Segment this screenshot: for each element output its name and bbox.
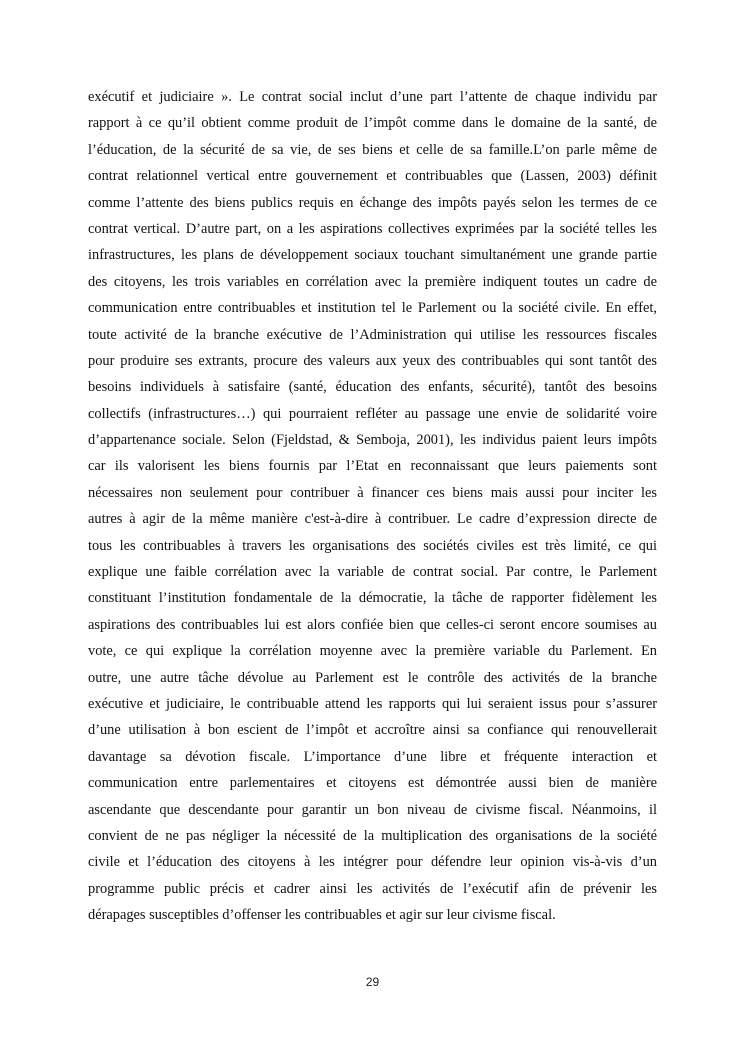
text-line: explique une faible corrélation avec la variable de contrat social. Par contre, le Parlement (88, 564, 657, 581)
text-line: contrat relationnel vertical entre gouvernement et contribuables que (Lassen, 2003) définit (88, 168, 657, 185)
text-line: vote, ce qui explique la corrélation moyenne avec la première variable du Parlement. En (88, 643, 657, 660)
text-line: comme l’attente des biens publics requis en échange des impôts payés selon les termes de ce (88, 194, 657, 211)
text-line: autres à agir de la même manière c'est-à-dire à contribuer. Le cadre d’expression directe de (88, 511, 657, 528)
text-line: besoins individuels à satisfaire (santé, éducation des enfants, sécurité), tantôt des besoins (88, 379, 657, 396)
text-line: infrastructures, les plans de développement sociaux touchant simultanément une grande partie (88, 247, 657, 264)
text-line: pour produire ses extrants, procure des valeurs aux yeux des contribuables qui sont tantôt des (88, 352, 657, 369)
text-line: des citoyens, les trois variables en corrélation avec la première indiquent toutes un cadre de (88, 273, 657, 290)
text-line: l’éducation, de la sécurité de sa vie, de ses biens et celle de sa famille.L’on parle même de (88, 141, 657, 158)
text-line: ascendante que descendante pour garantir un bon niveau de civisme fiscal. Néanmoins, il (88, 801, 657, 818)
text-line: aspirations des contribuables lui est alors confiée bien que celles-ci seront encore soumises au (88, 616, 657, 633)
text-line: contrat vertical. D’autre part, on a les aspirations collectives exprimées par la société telles les (88, 220, 657, 237)
text-line: rapport à ce qu’il obtient comme produit de l’impôt comme dans le domaine de la santé, de (88, 115, 657, 132)
text-line: outre, une autre tâche dévolue au Parlement est le contrôle des activités de la branche (88, 669, 657, 686)
text-line: d’une utilisation à bon escient de l’impôt et accroître ainsi sa confiance qui renouvellerait (88, 722, 657, 739)
text-line: collectifs (infrastructures…) qui pourraient refléter au passage une envie de solidarité voire (88, 405, 657, 422)
text-line: tous les contribuables à travers les organisations des sociétés civiles est très limité, ce qui (88, 537, 657, 554)
text-line: convient de ne pas négliger la nécessité de la multiplication des organisations de la société (88, 827, 657, 844)
text-line: programme public précis et cadrer ainsi les activités de l’exécutif afin de prévenir les (88, 880, 657, 897)
text-line: nécessaires non seulement pour contribuer à financer ces biens mais aussi pour inciter les (88, 484, 657, 501)
text-line: communication entre contribuables et institution tel le Parlement ou la société civile. En effet, (88, 300, 657, 317)
text-line: exécutive et judiciaire, le contribuable attend les rapports qui lui seraient issus pour s’assurer (88, 695, 657, 712)
page-number: 29 (365, 975, 380, 989)
text-line: car ils valorisent les biens fournis par l’Etat en reconnaissant que leurs paiements sont (88, 458, 657, 475)
text-line: toute activité de la branche exécutive de l’Administration qui utilise les ressources fiscales (88, 326, 657, 343)
text-line: d’appartenance sociale. Selon (Fjeldstad, & Semboja, 2001), les individus paient leurs impôts (88, 432, 657, 449)
text-line: civile et l’éducation des citoyens à les intégrer pour défendre leur opinion vis-à-vis d’un (88, 854, 657, 871)
text-line: davantage sa dévotion fiscale. L’importance d’une libre et fréquente interaction et (88, 748, 657, 765)
text-line: exécutif et judiciaire ». Le contrat social inclut d’une part l’attente de chaque individu par (88, 89, 657, 105)
text-line: communication entre parlementaires et citoyens est démontrée aussi bien de manière (88, 775, 657, 792)
body-paragraph (88, 84, 657, 929)
text-line: dérapages susceptibles d’offenser les contribuables et agir sur leur civisme fiscal. (88, 907, 556, 924)
text-line: constituant l’institution fondamentale de la démocratie, la tâche de rapporter fidèlement les (88, 590, 657, 607)
